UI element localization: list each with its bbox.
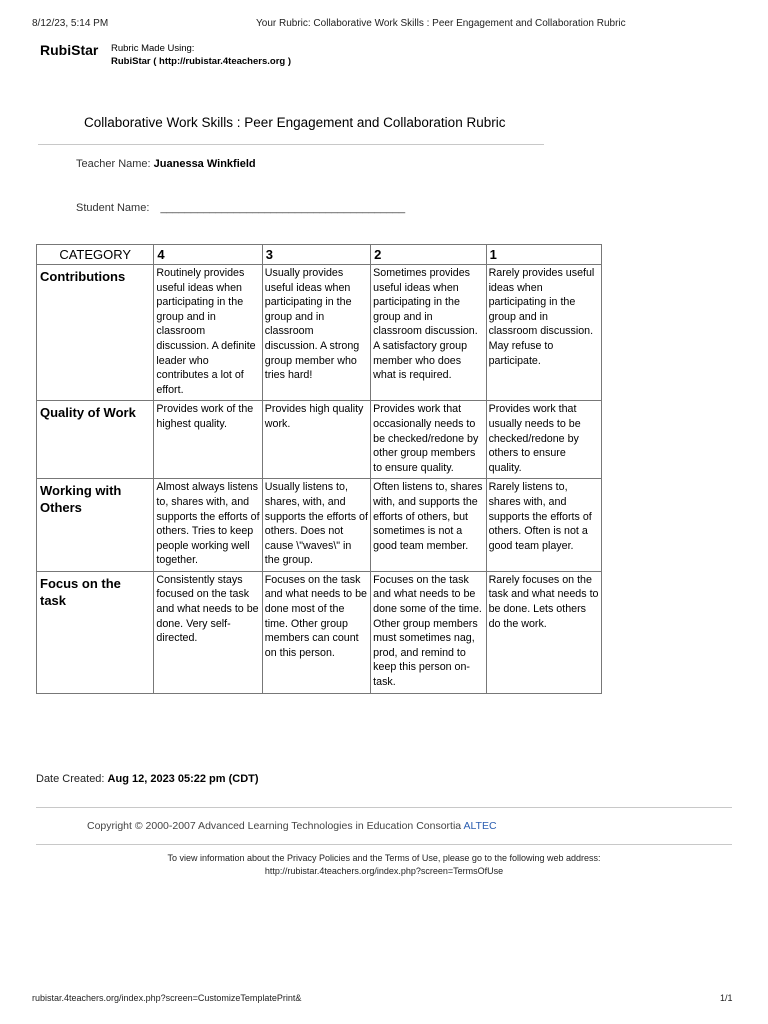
footer-divider-top: [36, 807, 732, 808]
table-cell: Routinely provides useful ideas when participating in the group and in classroom discussion. A definite leader who contributes a lot of effort.: [154, 265, 262, 401]
table-cell: Usually provides useful ideas when participating in the group and in classroom discussion. A strong group member who tries hard!: [262, 265, 370, 401]
row-category: Focus on the task: [37, 571, 154, 693]
table-cell: Focuses on the task and what needs to be done some of the time. Other group members must sometimes nag, prod, and remind to keep this person on-task.: [371, 571, 486, 693]
header-score-1: 1: [486, 245, 601, 265]
title-divider: [38, 144, 544, 145]
terms-notice: [0, 852, 768, 878]
print-footer-url: rubistar.4teachers.org/index.php?screen=CustomizeTemplatePrint&: [32, 993, 302, 1003]
rubric-table: [36, 244, 602, 694]
table-cell: Often listens to, shares with, and supports the efforts of others, but sometimes is not a good team member.: [371, 479, 486, 572]
copyright-row: [87, 820, 497, 832]
rubistar-logo-text: RubiStar: [40, 42, 99, 58]
student-name-blank: ________________________________________: [160, 202, 406, 214]
table-cell: Provides work of the highest quality.: [154, 401, 262, 479]
rubric-title: Collaborative Work Skills : Peer Engagement and Collaboration Rubric: [84, 115, 506, 130]
table-cell: Sometimes provides useful ideas when participating in the group and in classroom discussion. A satisfactory group member who does what is required.: [371, 265, 486, 401]
table-cell: Provides work that usually needs to be checked/redone by others to ensure quality.: [486, 401, 601, 479]
row-category: Working with Others: [37, 479, 154, 572]
terms-text: To view information about the Privacy Policies and the Terms of Use, please go to the following web address:: [167, 853, 601, 863]
table-row: [37, 571, 602, 693]
teacher-name-value: Juanessa Winkfield: [153, 158, 256, 170]
teacher-name-row: [76, 158, 256, 170]
print-page-number: 1/1: [720, 993, 733, 1003]
table-cell: Provides work that occasionally needs to be checked/redone by other group members to ensure quality.: [371, 401, 486, 479]
row-category: Contributions: [37, 265, 154, 401]
made-using-block: [111, 42, 291, 68]
table-cell: Provides high quality work.: [262, 401, 370, 479]
table-cell: Rarely listens to, shares with, and supports the efforts of others. Often is not a good team player.: [486, 479, 601, 572]
header-score-2: 2: [371, 245, 486, 265]
print-datetime: 8/12/23, 5:14 PM: [32, 18, 109, 29]
table-cell: Rarely focuses on the task and what needs to be done. Lets others do the work.: [486, 571, 601, 693]
copyright-text: Copyright © 2000-2007 Advanced Learning Technologies in Education Consortia: [87, 820, 462, 832]
table-cell: Consistently stays focused on the task and what needs to be done. Very self-directed.: [154, 571, 262, 693]
table-cell: Almost always listens to, shares with, and supports the efforts of others. Tries to keep people working well together.: [154, 479, 262, 572]
header-score-4: 4: [154, 245, 262, 265]
row-category: Quality of Work: [37, 401, 154, 479]
date-created-label: Date Created:: [36, 773, 105, 785]
print-page-title: Your Rubric: Collaborative Work Skills : Peer Engagement and Collaboration Rubric: [256, 18, 626, 29]
table-row: [37, 401, 602, 479]
student-name-label: Student Name:: [76, 202, 150, 214]
date-created-value: Aug 12, 2023 05:22 pm (CDT): [107, 773, 259, 785]
made-using-label: Rubric Made Using:: [111, 43, 195, 54]
table-cell: Rarely provides useful ideas when participating in the group and in classroom discussion. May refuse to participate.: [486, 265, 601, 401]
table-cell: Usually listens to, shares, with, and supports the efforts of others. Does not cause \"waves\" in the group.: [262, 479, 370, 572]
header-score-3: 3: [262, 245, 370, 265]
rubistar-link[interactable]: RubiStar ( http://rubistar.4teachers.org ): [111, 56, 291, 67]
terms-url[interactable]: http://rubistar.4teachers.org/index.php?screen=TermsOfUse: [264, 866, 504, 876]
footer-divider-bottom: [36, 844, 732, 845]
header-category: CATEGORY: [37, 245, 154, 265]
teacher-name-label: Teacher Name:: [76, 158, 151, 170]
table-cell: Focuses on the task and what needs to be done most of the time. Other group members can count on this person.: [262, 571, 370, 693]
date-created-row: [36, 773, 259, 785]
table-row: [37, 265, 602, 401]
header-row: [37, 245, 602, 265]
table-row: [37, 479, 602, 572]
altec-link[interactable]: ALTEC: [463, 820, 497, 832]
student-name-row: [76, 202, 405, 214]
